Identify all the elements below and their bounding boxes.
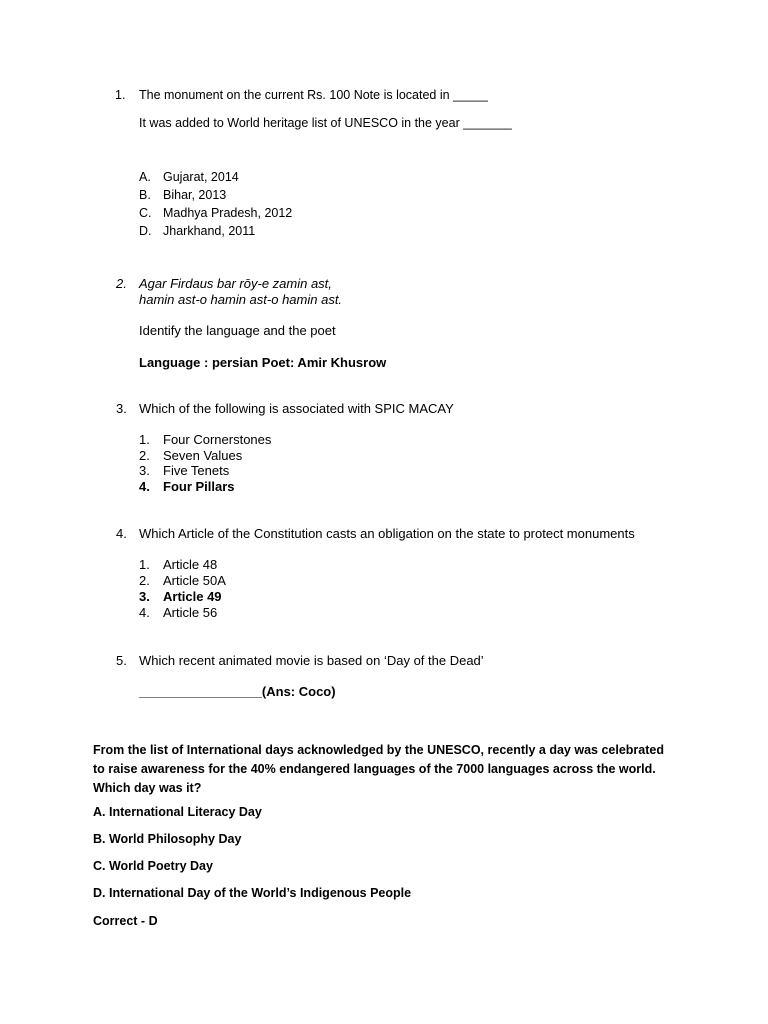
option-number: 2. bbox=[139, 448, 150, 463]
question-number: 5. bbox=[116, 653, 127, 668]
question-number: 1. bbox=[115, 88, 126, 102]
question-text: Which recent animated movie is based on ‘Day of the Dead’ bbox=[139, 653, 484, 668]
option-number: 1. bbox=[139, 557, 150, 572]
option-text: Four Cornerstones bbox=[163, 432, 272, 447]
question-text: From the list of International days acknowledged by the UNESCO, recently a day was celebrated to raise awareness for the 40% endangered languages of the 7000 languages across the world. Which day was it? bbox=[93, 743, 664, 795]
verse-line: hamin ast-o hamin ast-o hamin ast. bbox=[139, 292, 343, 307]
option-text-correct: Four Pillars bbox=[163, 479, 235, 494]
correct-answer: Correct - D bbox=[93, 914, 158, 928]
question-number: 2. bbox=[116, 276, 127, 291]
question-prompt: Identify the language and the poet bbox=[139, 323, 336, 338]
option-text: Bihar, 2013 bbox=[163, 188, 227, 202]
option-text: B. World Philosophy Day bbox=[93, 832, 242, 846]
question-text: Which of the following is associated with SPIC MACAY bbox=[139, 401, 454, 416]
option-number: 1. bbox=[139, 432, 150, 447]
option-number-correct: 3. bbox=[139, 589, 150, 604]
option-letter: C. bbox=[139, 206, 152, 220]
answer-text: Language : persian Poet: Amir Khusrow bbox=[139, 355, 387, 370]
option-text: D. International Day of the World’s Indigenous People bbox=[93, 886, 412, 900]
option-number: 2. bbox=[139, 573, 150, 588]
question-text: Which Article of the Constitution casts an obligation on the state to protect monuments bbox=[139, 526, 635, 541]
option-text: Article 48 bbox=[163, 557, 218, 572]
option-number: 3. bbox=[139, 463, 150, 478]
option-text-correct: Article 49 bbox=[163, 589, 222, 604]
verse-line: Agar Firdaus bar rōy-e zamin ast, bbox=[139, 276, 332, 291]
option-text: C. World Poetry Day bbox=[93, 859, 213, 873]
option-text: Seven Values bbox=[163, 448, 243, 463]
option-text: Five Tenets bbox=[163, 463, 230, 478]
answer-text: _________________(Ans: Coco) bbox=[139, 684, 336, 699]
option-text: A. International Literacy Day bbox=[93, 805, 262, 819]
option-text: Article 50A bbox=[163, 573, 226, 588]
question-number: 4. bbox=[116, 526, 127, 541]
option-letter: A. bbox=[139, 170, 151, 184]
option-text: Article 56 bbox=[163, 605, 218, 620]
option-letter: B. bbox=[139, 188, 151, 202]
option-text: Jharkhand, 2011 bbox=[163, 224, 256, 238]
option-number-correct: 4. bbox=[139, 479, 150, 494]
option-text: Gujarat, 2014 bbox=[163, 170, 239, 184]
option-letter: D. bbox=[139, 224, 152, 238]
question-number: 3. bbox=[116, 401, 127, 416]
option-number: 4. bbox=[139, 605, 150, 620]
question-text-continued: It was added to World heritage list of UNESCO in the year _______ bbox=[139, 116, 512, 130]
option-text: Madhya Pradesh, 2012 bbox=[163, 206, 293, 220]
question-text: The monument on the current Rs. 100 Note is located in _____ bbox=[139, 88, 488, 102]
